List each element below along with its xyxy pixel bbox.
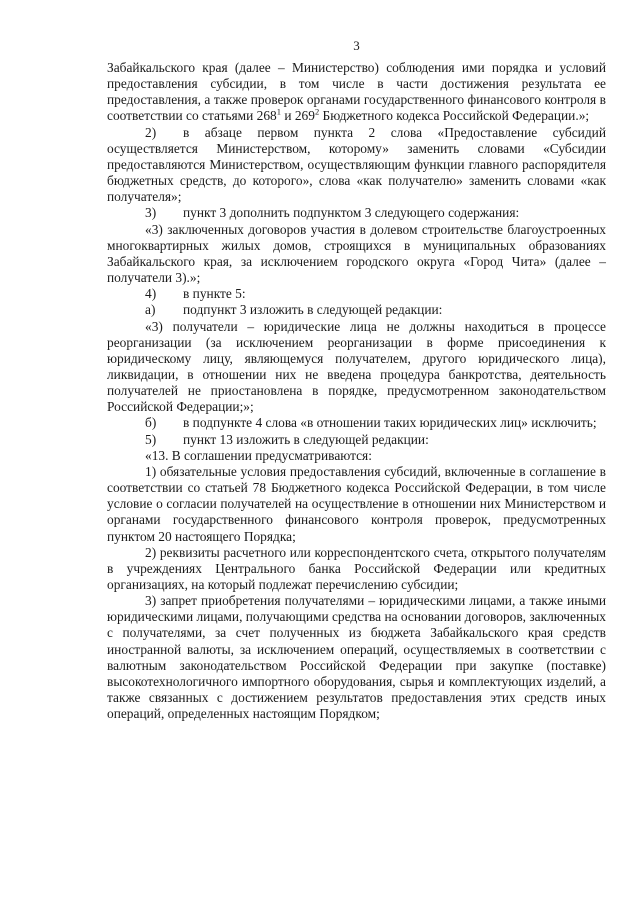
list-item-b	[107, 415, 606, 431]
item-text: подпункт 3 изложить в следующей редакции:	[183, 302, 443, 318]
item-text: в подпункте 4 слова «в отношении таких юридических лиц» исключить;	[183, 415, 597, 431]
item-number: 5)	[145, 431, 157, 447]
list-item-a	[107, 302, 606, 318]
item-text: пункт 13 изложить в следующей редакции:	[183, 431, 429, 447]
clause-13-item-2: 2) реквизиты расчетного или корреспондентского счета, открытого получателям в учреждениях Центрального банка Российской Федерации или кредитных организациях, на который подлежат перечислению субсидии;	[107, 544, 606, 592]
document-body	[107, 60, 606, 722]
list-item-2	[107, 125, 606, 206]
item-number: б)	[145, 415, 157, 431]
superscript: 1	[276, 107, 281, 117]
quoted-subitem-3: «3) заключенных договоров участия в долевом строительстве благоустроенных многоквартирных жилых домов, строящихся в муниципальных образованиях Забайкальского края, за исключением городского округа «Город Чита» (далее – получатели 3).»;	[107, 221, 606, 286]
item-text: в абзаце первом пункта 2 слова «Предоставление субсидий осуществляется Министерством, которому» заменить словами «Субсидии предоставляются Министерством, осуществляющим функции главного распорядителя бюджетных средств, до которого», слова «как получателю» заменить словами «как получателя»;	[107, 124, 606, 205]
item-number: а)	[145, 302, 156, 318]
quoted-clause-13: «13. В соглашении предусматриваются:	[145, 447, 372, 463]
quoted-subitem-3-new: «3) получатели – юридические лица не должны находиться в процессе реорганизации (за исключением реорганизации в форме присоединения к юридическому лицу, являющемуся получателем, другого юридического лица), ликвидации, в отношении них не введена процедура банкротства, деятельность получателей не приостановлена в порядке, предусмотренном законодательством Российской Федерации;»;	[107, 318, 606, 415]
superscript: 2	[314, 107, 320, 117]
text-run: Бюджетного кодекса Российской Федерации.»;	[319, 108, 590, 124]
clause-13-item-3: 3) запрет приобретения получателями – юридическими лицами, а также иными юридическими лицами, получающими средства на основании договоров, заключенных с получателями, за счет полученных из бюджета Забайкальского края средств иностранной валюты, за исключением операций, осуществляемых в соответствии с валютным законодательством Российской Федерации при закупке (поставке) высокотехнологичного импортного оборудования, сырья и комплектующих изделий, а также связанных с достижением результатов предоставления этих средств иных операций, определенных настоящим Порядком;	[107, 593, 606, 722]
clause-13-item-1: 1) обязательные условия предоставления субсидий, включенные в соглашение в соответствии со статьей 78 Бюджетного кодекса Российской Федерации, в том числе условие о согласии получателей на осуществление в отношении них Министерством и органами государственного финансового контроля проверок, предусмотренных пунктом 20 настоящего Порядка;	[107, 463, 606, 544]
paragraph-continuation	[107, 60, 606, 125]
item-number: 2)	[145, 124, 157, 140]
text-run: Забайкальского края (далее – Министерство) соблюдения ими порядка и условий предоставления субсидии, в том числе в части достижения результата ее предоставления, а также проверок органами государственного финансового контроля в соответствии со статьями 268	[107, 60, 606, 124]
item-text: пункт 3 дополнить подпунктом 3 следующего содержания:	[183, 205, 520, 221]
list-item-4	[107, 286, 606, 302]
item-number: 4)	[145, 286, 157, 302]
list-item-3	[107, 205, 606, 221]
item-text: в пункте 5:	[183, 286, 246, 302]
item-number: 3)	[145, 205, 157, 221]
text-run: и 269	[281, 108, 315, 124]
page-number: 3	[353, 38, 360, 53]
list-item-5	[107, 432, 606, 448]
